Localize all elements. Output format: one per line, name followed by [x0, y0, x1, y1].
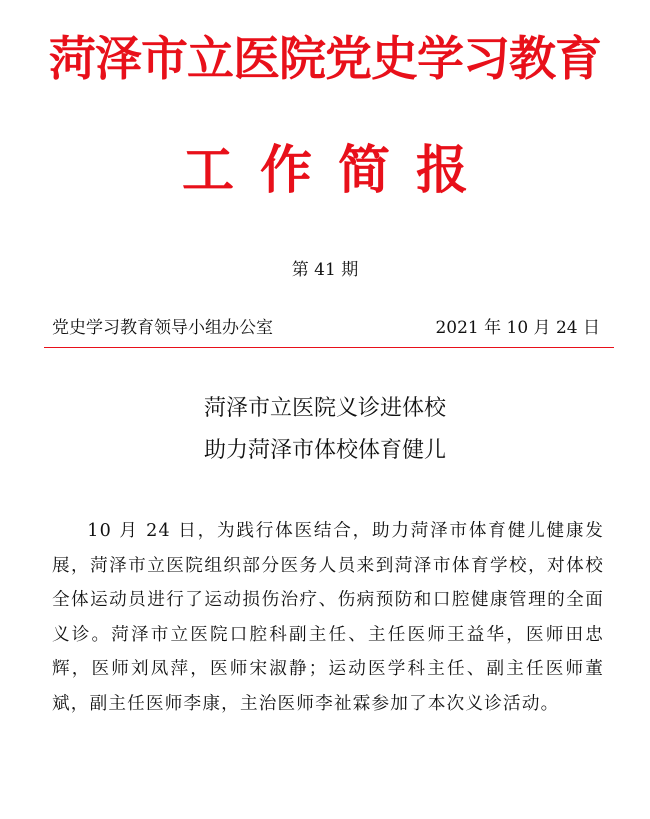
- issuer-label: 党史学习教育领导小组办公室: [52, 318, 273, 338]
- article-headline-line1: 菏泽市立医院义诊进体校: [203, 396, 446, 421]
- article-paragraph: 10 月 24 日，为践行体医结合，助力菏泽市体育健儿健康发展，菏泽市立医院组织部分医务人员来到菏泽市体育学校，对体校全体运动员进行了运动损伤治疗、伤病预防和口腔健康管理的全面义诊。菏泽市立医院口腔科副主任、主任医师王益华，医师田忠辉，医师刘凤萍，医师宋淑静；运动医学科主任、副主任医师董斌，副主任医师李康，主治医师李祉霖参加了本次义诊活动。: [52, 521, 604, 714]
- issue-number: 第 41 期: [291, 260, 359, 280]
- article-headline-line2: 助力菏泽市体校体育健儿: [203, 438, 446, 463]
- article-body: [52, 514, 604, 721]
- red-divider: [44, 347, 614, 348]
- masthead-subtitle: 工作简报: [181, 141, 494, 201]
- issue-date: 2021 年 10 月 24 日: [435, 318, 600, 338]
- masthead-title: 菏泽市立医院党史学习教育: [49, 32, 601, 87]
